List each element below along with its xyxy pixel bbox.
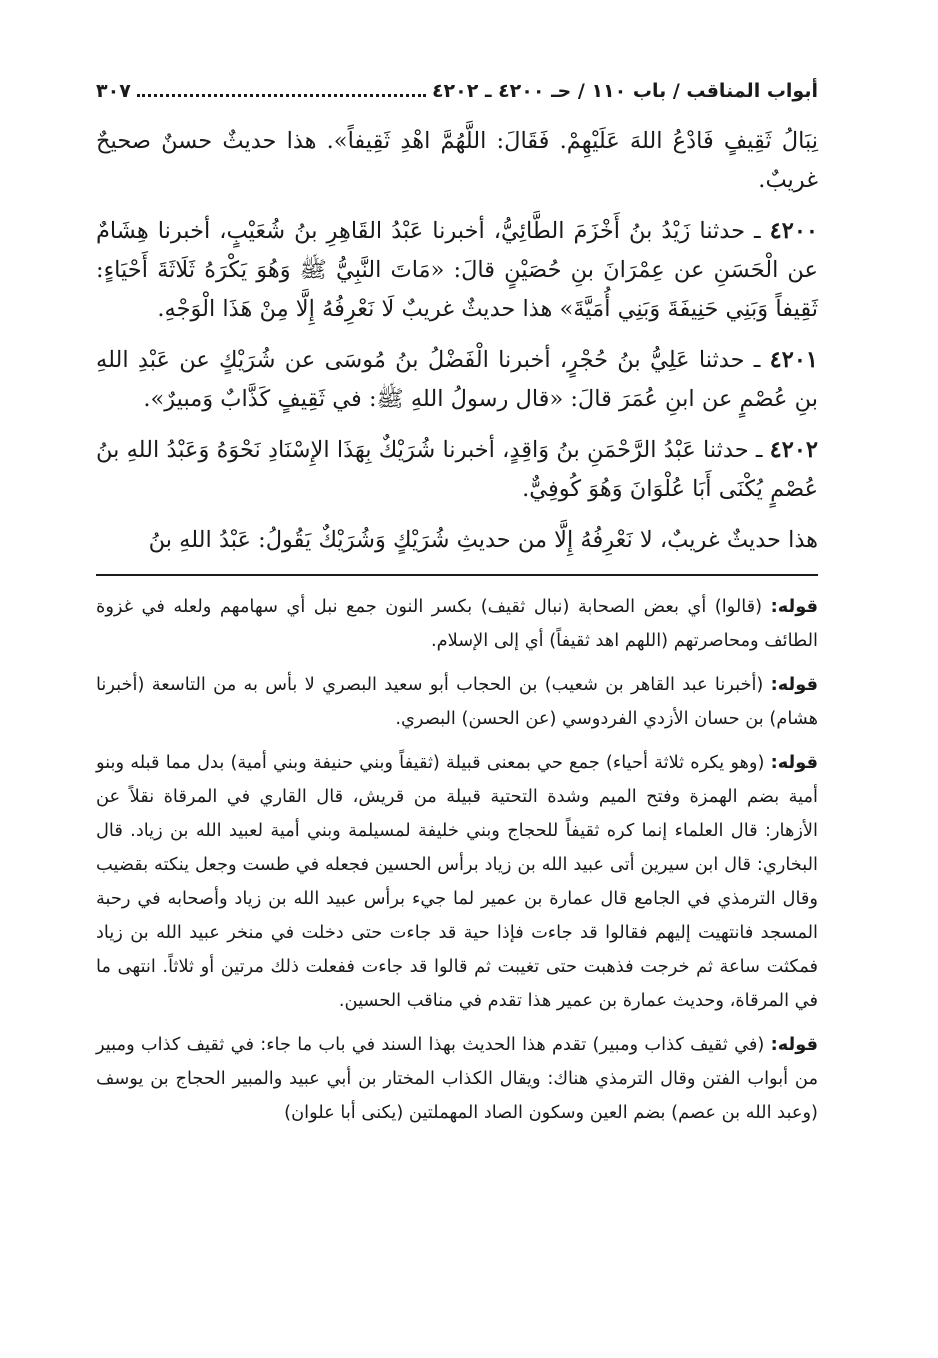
page-number: ٣٠٧ bbox=[96, 80, 131, 102]
header-leader-dots bbox=[137, 82, 426, 97]
running-header bbox=[96, 80, 818, 116]
note-text: (وهو يكره ثلاثة أحياء) جمع حي بمعنى قبيلة (ثقيفاً وبني حنيفة وبني أمية) بدل مما قبله وبنو أمية بضم الهمزة وفتح الميم وشدة التحتية قبيلة من قريش، قال القاري في المرقاة نقلاً عن الأزهار: قال العلماء إنما كره ثقيفاً للحجاج وبني خليفة لمسيلمة وبني أمية لعبيد الله بن زياد. قال البخاري: قال ابن سيرين أتى عبيد الله بن زياد برأس الحسين فجعله في طست وجعل ينكته بقضيب وقال الترمذي في الجامع قال عمارة بن عمير لما جيء برأس عبيد الله بن زياد وأصحابه في رحبة المسجد فانتهيت إليهم فقالوا قد جاءت فإذا حية قد جاءت حتى دخلت في منخر عبيد الله بن زياد فمكثت ساعة ثم خرجت فذهبت حتى تغيبت ثم قالوا قد جاءت ففعلت ذلك مرتين أو ثلاثاً. انتهى ما في المرقاة، وحديث عمارة بن عمير هذا تقدم في مناقب الحسين. bbox=[96, 752, 818, 1011]
main-paragraph bbox=[96, 122, 818, 200]
hadith-4201 bbox=[96, 341, 818, 419]
page bbox=[96, 80, 818, 1320]
note-text: (قالوا) أي بعض الصحابة (نبال ثقيف) بكسر النون جمع نبل أي سهامهم ولعله في غزوة الطائف ومحاصرتهم (اللهم اهد ثقيفاً) أي إلى الإسلام. bbox=[96, 596, 818, 651]
note-lead: قوله: bbox=[770, 674, 818, 695]
header-title: أبواب المناقب / باب ١١٠ / حـ ٤٢٠٠ ـ ٤٢٠٢ bbox=[431, 80, 818, 102]
note-text: (في ثقيف كذاب ومبير) تقدم هذا الحديث بهذا السند في باب ما جاء: في ثقيف كذاب ومبير من أبواب الفتن وقال الترمذي هناك: ويقال الكذاب المختار بن أبي عبيد والمبير الحجاج بن يوسف (وعبد الله بن عصم) بضم العين وسكون الصاد المهملتين (يكنى أبا علوان) bbox=[96, 1034, 818, 1123]
footnote-divider bbox=[96, 574, 818, 576]
paragraph-text: نِبَالُ ثَقِيفٍ فَادْعُ اللهَ عَلَيْهِمْ. فَقَالَ: اللَّهُمَّ اهْدِ ثَقِيفاً». هذا حديثٌ حسنٌ صحيحٌ غريبٌ. bbox=[96, 128, 818, 193]
commentary-note bbox=[96, 1028, 818, 1130]
hadith-text: ـ حدثنا زَيْدُ بنُ أَخْزَمَ الطَّائِيُّ، أخبرنا عَبْدُ القَاهِرِ بنُ شُعَيْبٍ، أخبرنا هِشَامٌ عن الْحَسَنِ عن عِمْرَانَ بنِ حُصَيْنٍ قالَ: «مَاتَ النَّبِيُّ ﷺ وَهُوَ يَكْرَهُ ثَلَاثَةَ أَحْيَاءٍ: ثَقِيفاً وَبَنِي حَنِيفَةَ وَبَنِي أُمَيَّةَ» هذا حديثٌ غريبٌ لَا نَعْرِفُهُ إِلَّا مِنْ هَذَا الْوَجْهِ. bbox=[96, 218, 818, 322]
main-paragraph bbox=[96, 521, 818, 560]
main-text bbox=[96, 122, 818, 560]
paragraph-text: هذا حديثٌ غريبٌ، لا نَعْرِفُهُ إِلَّا من حديثِ شُرَيْكٍ وَشُرَيْكٌ يَقُولُ: عَبْدُ اللهِ بنُ bbox=[148, 527, 818, 553]
hadith-number: ٤٢٠٠ bbox=[769, 218, 818, 244]
note-lead: قوله: bbox=[770, 596, 818, 617]
hadith-number: ٤٢٠٢ bbox=[769, 437, 818, 463]
commentary-note bbox=[96, 746, 818, 1018]
commentary-note bbox=[96, 590, 818, 658]
hadith-text: ـ حدثنا عَلِيُّ بنُ حُجْرٍ، أخبرنا الْفَضْلُ بنُ مُوسَى عن شُرَيْكٍ عن عَبْدِ اللهِ بنِ عُصْمٍ عن ابنِ عُمَرَ قالَ: «قال رسولُ اللهِ ﷺ: في ثَقِيفٍ كَذَّابٌ وَمبيرٌ». bbox=[96, 347, 818, 412]
hadith-4200 bbox=[96, 212, 818, 329]
hadith-text: ـ حدثنا عَبْدُ الرَّحْمَنِ بنُ وَاقِدٍ، أخبرنا شُرَيْكٌ بِهَذَا الإِسْنَادِ نَحْوَهُ وَعَبْدُ اللهِ بنُ عُصْمٍ يُكْنَى أَبَا عُلْوَانَ وَهُوَ كُوفِيٌّ. bbox=[96, 437, 818, 502]
commentary-note bbox=[96, 668, 818, 736]
commentary-notes bbox=[96, 590, 818, 1130]
note-text: (أخبرنا عبد القاهر بن شعيب) بن الحجاب أبو سعيد البصري لا بأس به من التاسعة (أخبرنا هشام) بن حسان الأزدي الفردوسي (عن الحسن) البصري. bbox=[96, 674, 818, 729]
note-lead: قوله: bbox=[770, 1034, 818, 1055]
hadith-number: ٤٢٠١ bbox=[769, 347, 818, 373]
note-lead: قوله: bbox=[770, 752, 818, 773]
hadith-4202 bbox=[96, 431, 818, 509]
